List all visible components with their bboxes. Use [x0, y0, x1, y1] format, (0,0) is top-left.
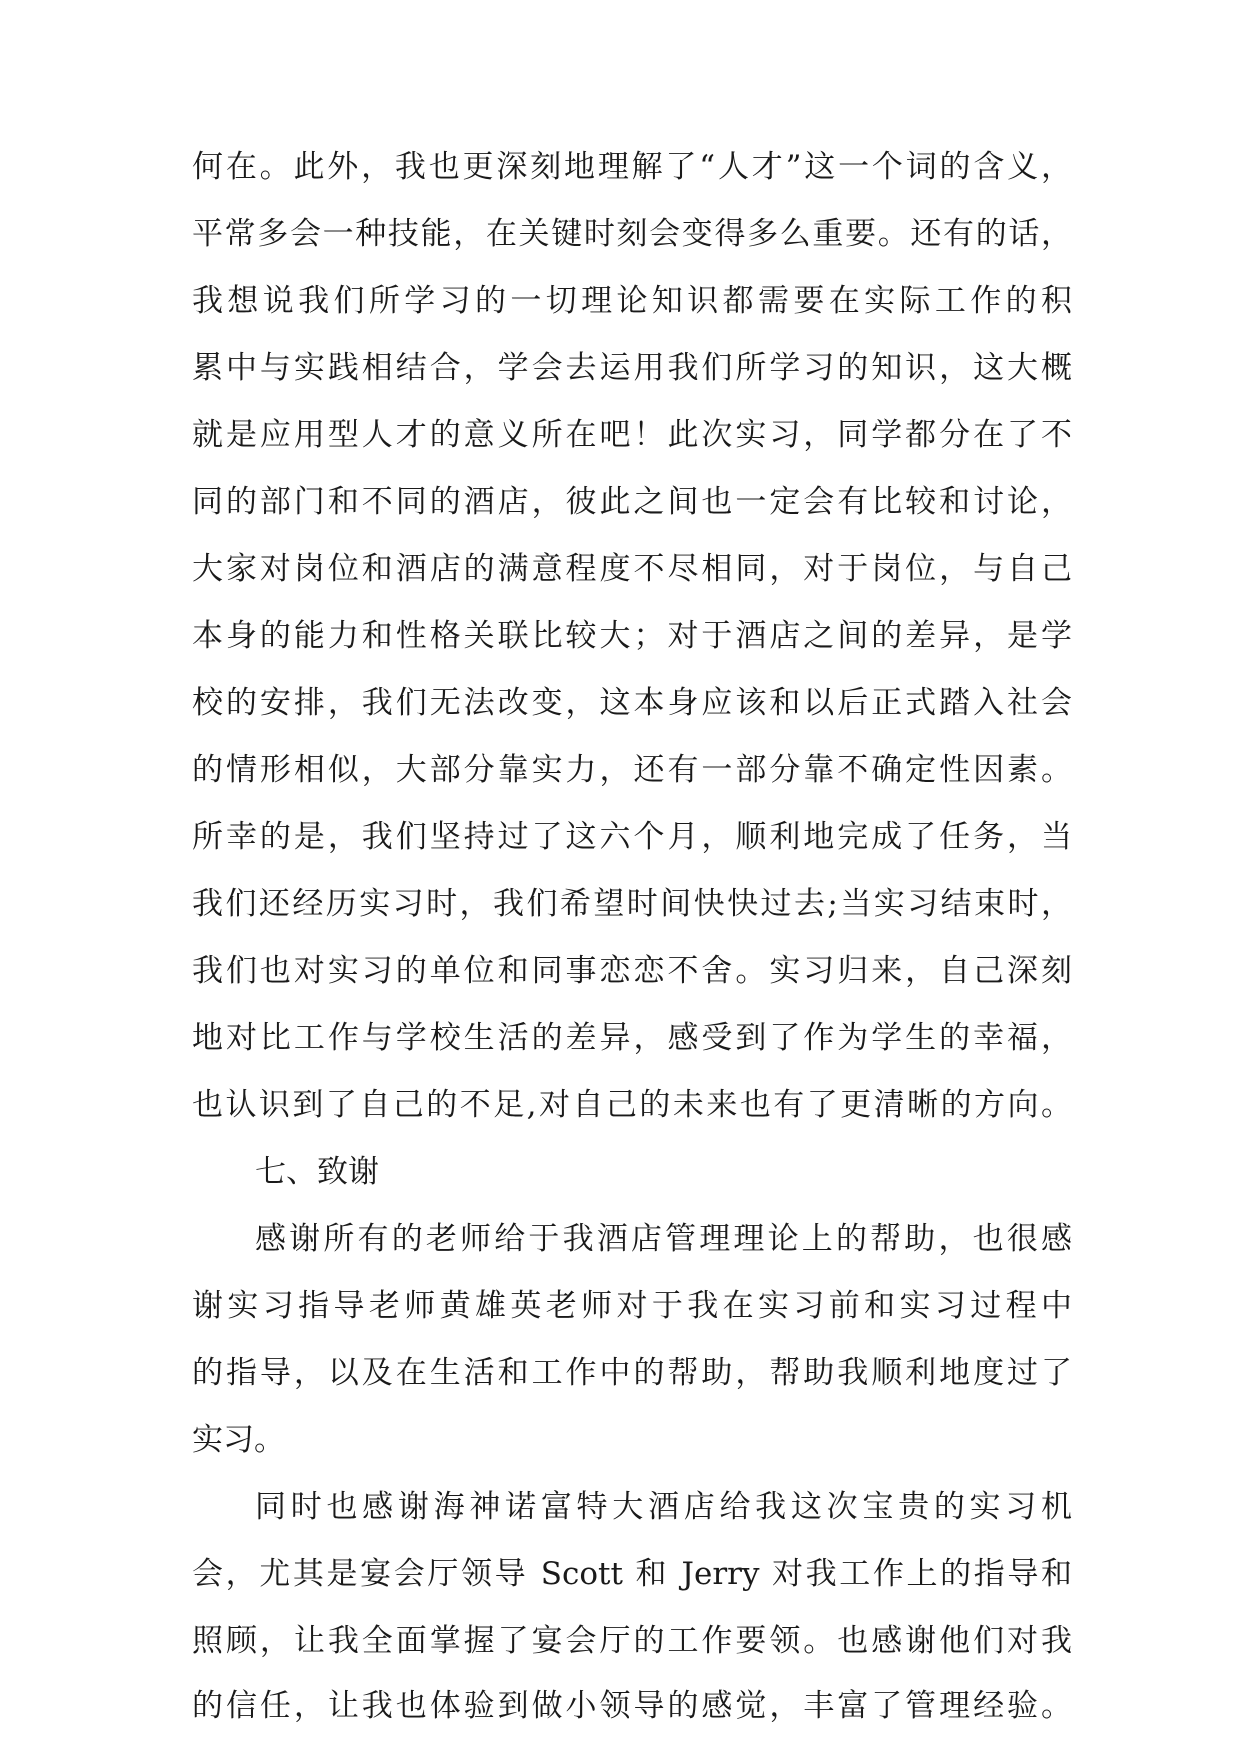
text-line: 谢实习指导老师黄雄英老师对于我在实习前和实习过程中: [192, 1288, 1072, 1324]
paragraph-first-line: 感谢所有的老师给于我酒店管理理论上的帮助，也很感: [255, 1221, 1072, 1257]
text-line: 何在。此外，我也更深刻地理解了“人才”这一个词的含义，: [192, 149, 1072, 185]
text-line: 实习。: [192, 1422, 285, 1458]
text-line: 同的部门和不同的酒店，彼此之间也一定会有比较和讨论，: [192, 484, 1072, 520]
text-line: 的情形相似，大部分靠实力，还有一部分靠不确定性因素。: [192, 752, 1072, 788]
text-line: 平常多会一种技能，在关键时刻会变得多么重要。还有的话，: [192, 216, 1072, 252]
text-line: 的指导，以及在生活和工作中的帮助，帮助我顺利地度过了: [192, 1355, 1072, 1391]
paragraph-first-line: 同时也感谢海神诺富特大酒店给我这次宝贵的实习机: [255, 1489, 1072, 1525]
text-line: 就是应用型人才的意义所在吧！此次实习，同学都分在了不: [192, 417, 1072, 453]
text-line: 校的安排，我们无法改变，这本身应该和以后正式踏入社会: [192, 685, 1072, 721]
section-heading: 七、致谢: [255, 1154, 379, 1190]
text-line: 会，尤其是宴会厅领导 Scott 和 Jerry 对我工作上的指导和: [192, 1556, 1072, 1592]
text-line: 大家对岗位和酒店的满意程度不尽相同，对于岗位，与自己: [192, 551, 1072, 587]
text-line: 地对比工作与学校生活的差异，感受到了作为学生的幸福，: [192, 1020, 1072, 1056]
text-line: 本身的能力和性格关联比较大；对于酒店之间的差异，是学: [192, 618, 1072, 654]
text-line: 的信任，让我也体验到做小领导的感觉，丰富了管理经验。: [192, 1688, 1072, 1724]
text-line: 累中与实践相结合，学会去运用我们所学习的知识，这大概: [192, 350, 1072, 386]
text-line: 我想说我们所学习的一切理论知识都需要在实际工作的积: [192, 283, 1072, 319]
text-line: 也认识到了自己的不足,对自己的未来也有了更清晰的方向。: [192, 1087, 1072, 1123]
text-line: 我们还经历实习时，我们希望时间快快过去;当实习结束时，: [192, 886, 1072, 922]
text-line: 我们也对实习的单位和同事恋恋不舍。实习归来，自己深刻: [192, 953, 1072, 989]
text-line: 所幸的是，我们坚持过了这六个月，顺利地完成了任务，当: [192, 819, 1072, 855]
text-line: 照顾，让我全面掌握了宴会厅的工作要领。也感谢他们对我: [192, 1623, 1072, 1659]
